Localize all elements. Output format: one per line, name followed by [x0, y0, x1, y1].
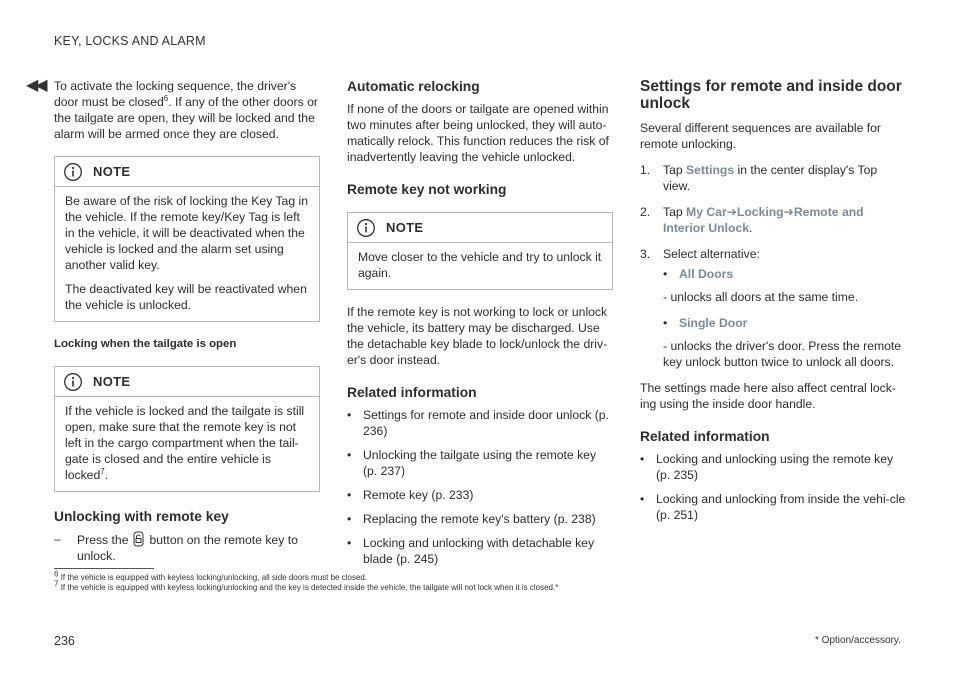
unlock-key-icon [133, 531, 144, 547]
paragraph-auto-relock: If none of the doors or tailgate are opened within two minutes after being unlocked, they will auto-matically relock. This function reduces the risk of inadvertently leaving the vehicle unlocked. [347, 102, 609, 164]
info-icon [63, 372, 83, 392]
column-1 [54, 78, 320, 564]
paragraph-battery: If the remote key is not working to lock or unlock the vehicle, its battery may be discharged. Use the detachable key blade to lock/unlock the driv-er's door instead. [347, 305, 608, 367]
note-paragraph: The deactivated key will be reactivated when the vehicle is unlocked. [65, 282, 307, 312]
step-item: 3. Select alternative: • All Doors - unlocks all doors at the same time. • Single Door - unlocks the driver's door. Press the remote key unlock button twice to unlock all doors. [640, 246, 906, 370]
arrow-right-icon: ➔ [783, 205, 794, 219]
note-header [55, 367, 319, 397]
menu-path-mycar: My Car [686, 205, 727, 219]
note-body [348, 243, 612, 289]
related-link[interactable]: • Locking and unlocking with detachable key blade (p. 245) [347, 536, 595, 566]
note-title: NOTE [93, 164, 131, 179]
footnote-divider [54, 568, 154, 569]
back-chevron-icon[interactable]: ◀◀ [26, 77, 45, 94]
step-item: 1. Tap Settings in the center display's Top view. [640, 163, 878, 193]
related-list [347, 407, 613, 567]
arrow-right-icon: ➔ [726, 205, 737, 219]
heading-automatic-relocking: Automatic relocking [347, 79, 480, 94]
related-link[interactable]: • Locking and unlocking from inside the vehi-cle (p. 251) [640, 492, 906, 522]
page-header-title: KEY, LOCKS AND ALARM [54, 34, 206, 48]
footnote-7: $^7$ If the vehicle is equipped with keyless locking/unlocking and the key is detected inside the vehicle, the tailgate will not lock when it is closed.* [54, 579, 559, 592]
step-item: 2. Tap My Car➔Locking➔Remote and Interior Unlock. [640, 205, 864, 235]
note-header [55, 157, 319, 187]
note-title: NOTE [93, 374, 131, 389]
menu-path-remote-interior: Remote and Interior Unlock [663, 205, 864, 235]
intro-paragraph: To activate the locking sequence, the driver's door must be closed$^6$. If any of the other doors or the tailgate are open, they will be locked and the alarm will be armed once they are closed. [54, 79, 318, 141]
note-box-keytag [54, 156, 320, 322]
related-link[interactable]: • Replacing the remote key's battery (p. 238) [347, 512, 596, 526]
heading-related-information: Related information [347, 385, 477, 400]
note-paragraph: If the vehicle is locked and the tailgate is still open, make sure that the remote key is not left in the cargo compartment when the tail-gate is closed and the entire vehicle is locked$^7$. [65, 404, 305, 482]
steps-list [640, 162, 906, 370]
related-link[interactable]: • Unlocking the tailgate using the remote key (p. 237) [347, 448, 597, 478]
note-header [348, 213, 612, 243]
related-list [640, 451, 906, 523]
page-number: 236 [54, 634, 75, 648]
note-body [55, 187, 319, 321]
option-accessory-note: * Option/accessory. [815, 635, 901, 646]
paragraph-settings-intro: Several different sequences are available for remote unlocking. [640, 121, 881, 151]
option-single-door: • Single Door [663, 316, 748, 330]
heading-settings-unlock: Settings for remote and inside door unlock [640, 78, 902, 112]
footnote-ref-7[interactable]: 7 [100, 466, 105, 476]
related-link[interactable]: • Settings for remote and inside door unlock (p. 236) [347, 408, 609, 438]
subheading-tailgate-open: Locking when the tailgate is open [54, 338, 237, 350]
alternatives [663, 266, 906, 370]
info-icon [356, 218, 376, 238]
option-description: - unlocks the driver's door. Press the remote key unlock button twice to unlock all doors. [663, 339, 902, 369]
option-all-doors: • All Doors [663, 267, 734, 281]
column-3 [640, 78, 906, 531]
paragraph-settings-after: The settings made here also affect central lock-ing using the inside door handle. [640, 381, 896, 411]
column-2 [347, 78, 613, 575]
heading-unlocking-remote: Unlocking with remote key [54, 509, 229, 524]
related-link[interactable]: • Locking and unlocking using the remote key (p. 235) [640, 452, 894, 482]
note-box-move-closer [347, 212, 613, 290]
instruction-step: – Press the button on the remote key to unlock. [54, 532, 298, 563]
related-link[interactable]: • Remote key (p. 233) [347, 488, 474, 502]
footnote-6: $^6$ If the vehicle is equipped with keyless locking/unlocking, all side doors must be closed. [54, 569, 368, 582]
footnote-ref-6[interactable]: 6 [163, 93, 169, 103]
info-icon [63, 162, 83, 182]
note-paragraph: Be aware of the risk of locking the Key Tag in the vehicle. If the remote key/Key Tag is left in the vehicle, it will be deactivated when the vehicle is locked and the alarm set using another valid key. [65, 194, 308, 272]
heading-related-information: Related information [640, 429, 770, 444]
menu-path-locking: Locking [736, 205, 784, 219]
option-description: - unlocks all doors at the same time. [663, 290, 859, 304]
note-paragraph: Move closer to the vehicle and try to unlock it again. [358, 250, 602, 280]
note-body [55, 397, 319, 491]
heading-remote-not-working: Remote key not working [347, 182, 507, 197]
note-title: NOTE [386, 220, 424, 235]
note-box-tailgate [54, 366, 320, 492]
settings-menu-label: Settings [686, 163, 735, 177]
